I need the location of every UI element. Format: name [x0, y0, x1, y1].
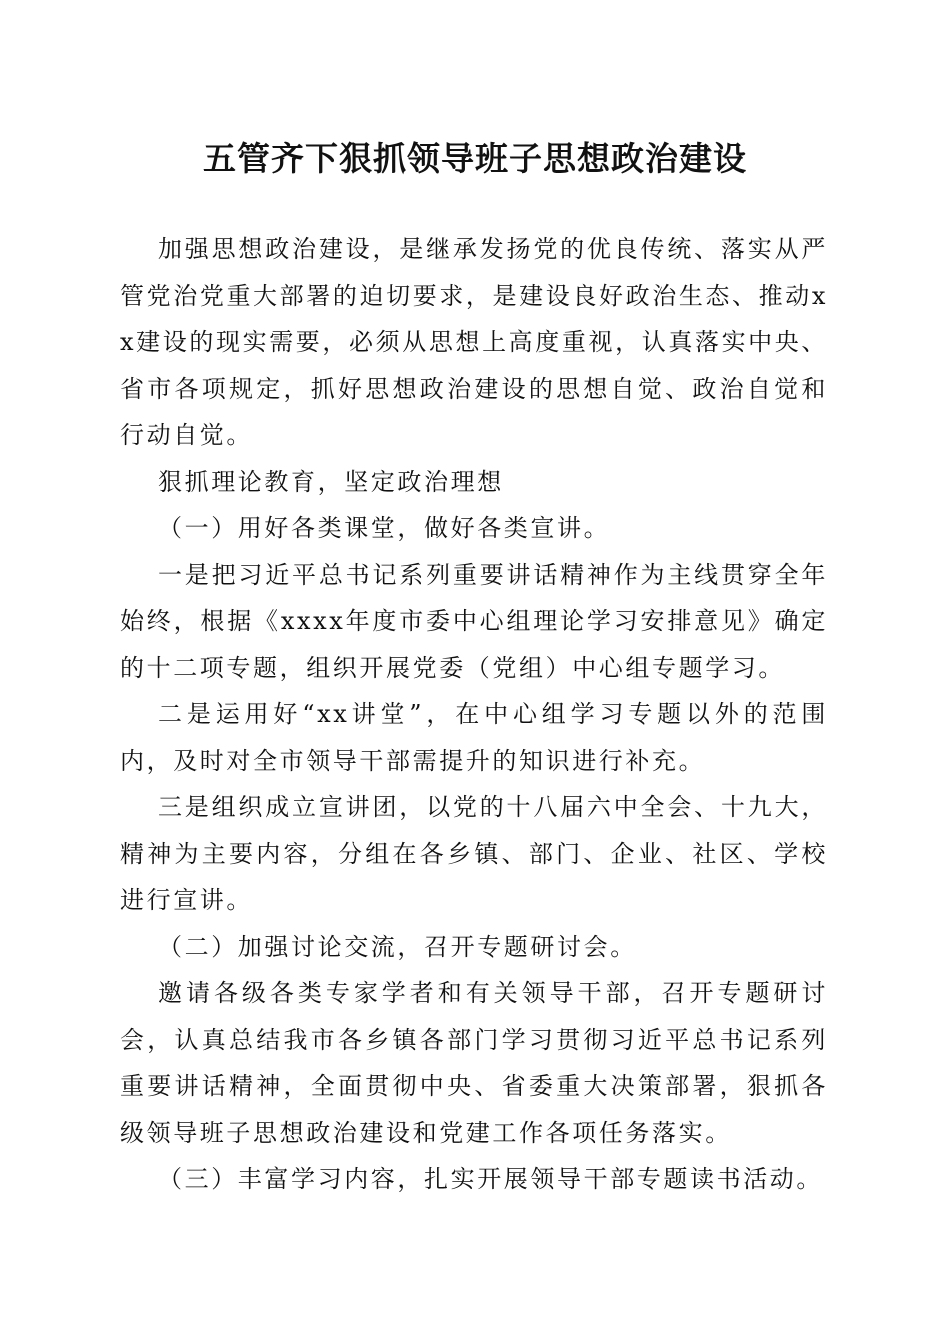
section-heading: 狠抓理论教育，坚定政治理想	[158, 467, 504, 496]
subsection-heading-2: （二）加强讨论交流，召开专题研讨会。	[158, 932, 637, 961]
subsection-heading-1: （一）用好各类课堂，做好各类宣讲。	[158, 514, 611, 542]
item-paragraph-2: 二是运用好“xx讲堂”，在中心组学习专题以外的范围内，及时对全市领导干部需提升的知识进行补充。	[120, 700, 828, 775]
intro-paragraph: 加强思想政治建设，是继承发扬党的优良传统、落实从严管党治党重大部署的迫切要求，是建设良好政治生态、推动xx建设的现实需要，必须从思想上高度重视，认真落实中央、省市各项规定，抓好思想政治建设的思想自觉、政治自觉和行动自觉。	[120, 235, 828, 449]
item-paragraph-3: 三是组织成立宣讲团，以党的十八届六中全会、十九大，精神为主要内容，分组在各乡镇、部门、企业、社区、学校进行宣讲。	[120, 793, 828, 914]
subsection-heading-3: （三）丰富学习内容，扎实开展领导干部专题读书活动。	[158, 1165, 823, 1193]
document-body	[120, 226, 828, 1203]
document-title: 五管齐下狠抓领导班子思想政治建设	[203, 139, 747, 178]
seminar-paragraph: 邀请各级各类专家学者和有关领导干部，召开专题研讨会，认真总结我市各乡镇各部门学习贯彻习近平总书记系列重要讲话精神，全面贯彻中央、省委重大决策部署，狠抓各级领导班子思想政治建设和党建工作各项任务落实。	[120, 979, 828, 1147]
item-paragraph-1: 一是把习近平总书记系列重要讲话精神作为主线贯穿全年始终，根据《xxxx年度市委中心组理论学习安排意见》确定的十二项专题，组织开展党委（党组）中心组专题学习。	[120, 560, 828, 682]
